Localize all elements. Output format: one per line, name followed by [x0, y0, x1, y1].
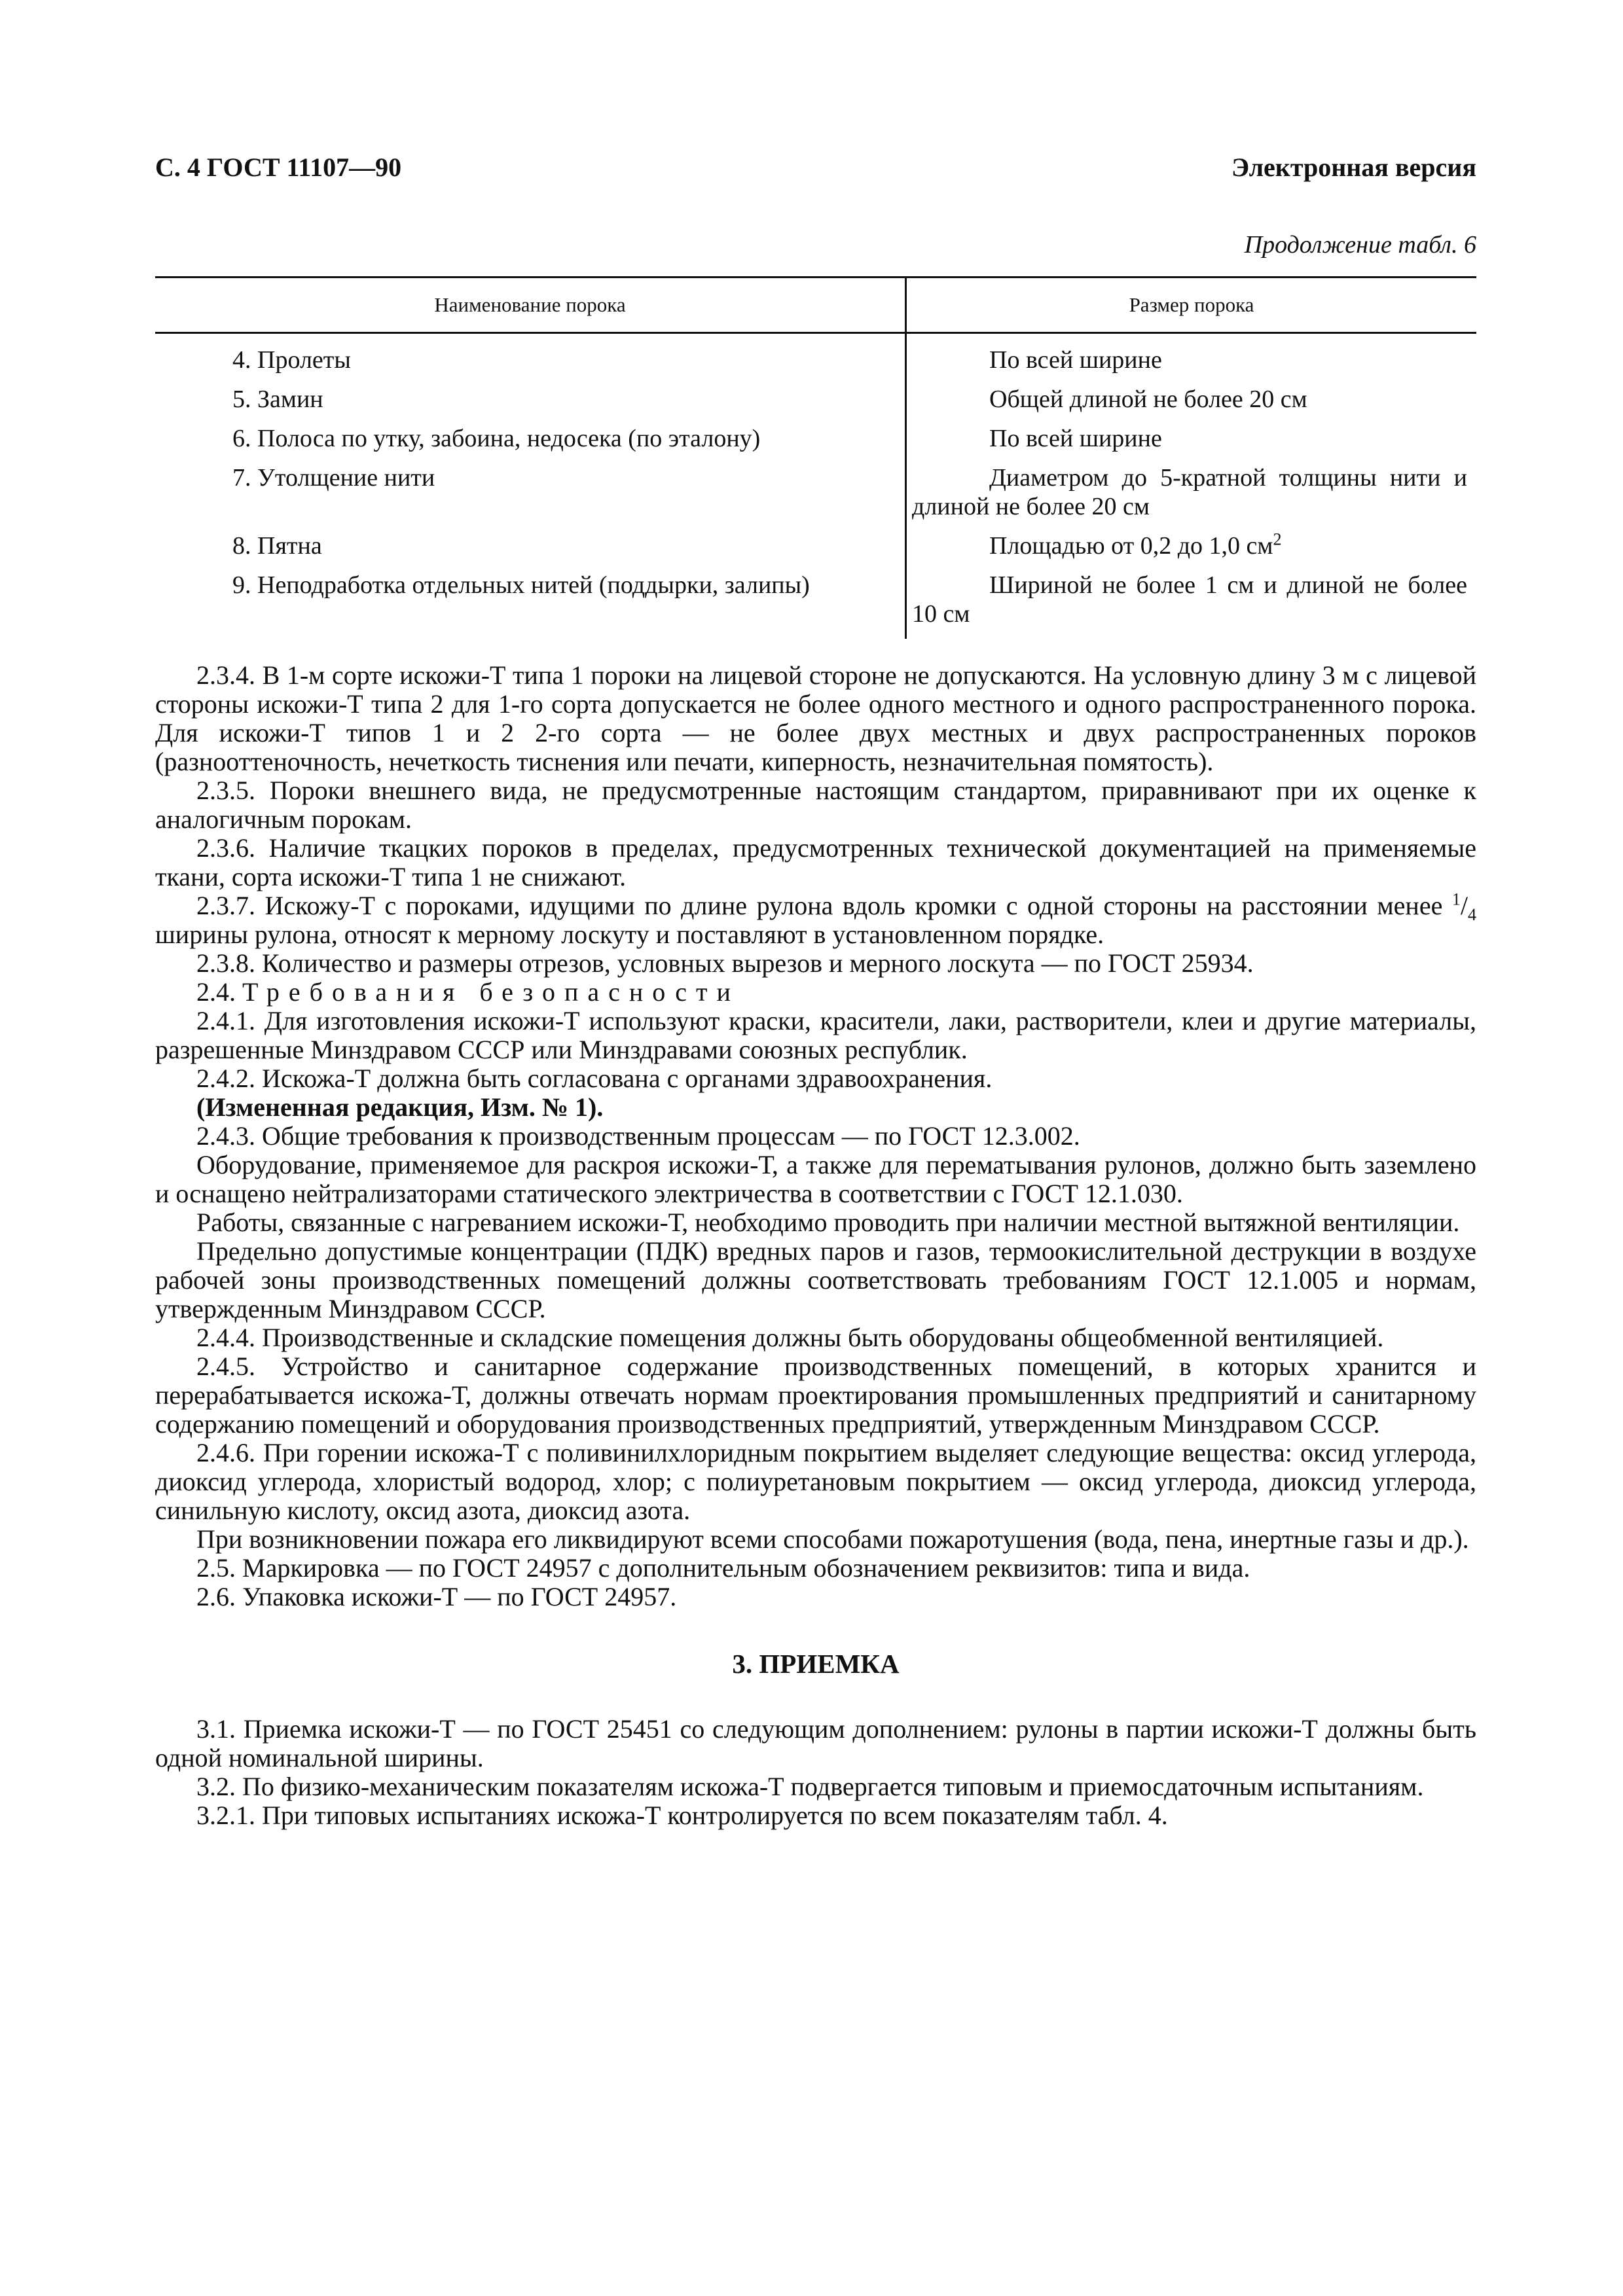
row-number: 7. [232, 464, 251, 492]
defect-size: Общей длиной не более 20 см [989, 386, 1307, 413]
row-number: 6. [232, 425, 251, 452]
defect-size: Площадью от 0,2 до 1,0 см [989, 532, 1273, 560]
document-body [155, 661, 1476, 1830]
fraction-separator: / [1460, 891, 1468, 920]
table-row [155, 531, 1476, 571]
paragraph-3-2-1: 3.2.1. При типовых испытаниях искожа-Т контролируется по всем показателям табл. 4. [196, 1801, 1168, 1830]
column-header-defect-size: Размер порока [906, 278, 1477, 333]
defect-name-cell [155, 424, 906, 463]
paragraph-2-4-2: 2.4.2. Искожа-Т должна быть согласована с органами здравоохранения. [196, 1064, 993, 1093]
table-row [155, 424, 1476, 463]
section-number: 2.4. [196, 977, 242, 1007]
paragraph-2-4-4: 2.4.4. Производственные и складские помещения должны быть оборудованы общеобменной вентиляцией. [196, 1323, 1384, 1352]
defect-name: Неподработка отдельных нитей (поддырки, залипы) [257, 571, 810, 599]
paragraph-2-4-5: 2.4.5. Устройство и санитарное содержание производственных помещений, в которых хранится и перерабатывается искожа-Т, должны отвечать нормам проектирования промышленных предприятий и санитарному содержанию помещений и оборудования производственных предприятий, утвержденным Минздравом СССР. [155, 1352, 1476, 1439]
paragraph-2-3-7: 2.3.7. Искожу-Т с пороками, идущими по длине рулона вдоль кромки с одной стороны на расстоянии менее $^1/_4$ ширины рулона, относят к мерному лоскуту и поставляют в установленном порядке. [155, 889, 1476, 949]
row-number: 4. [232, 346, 251, 374]
amendment-note: (Измененная редакция, Изм. № 1). [196, 1092, 604, 1122]
defect-size-cell [906, 463, 1477, 531]
fraction-numerator: 1 [1451, 889, 1461, 909]
table-header-row [155, 278, 1476, 333]
row-number: 5. [232, 386, 251, 413]
defect-size: Шириной не более 1 см и длиной не более 10 см [912, 571, 1467, 628]
defect-size: По всей ширине [989, 425, 1162, 452]
paragraph-2-3-6: 2.3.6. Наличие ткацких пороков в пределах, предусмотренных технической документацией на применяемые ткани, сорта искожи-Т типа 1 не снижают. [155, 833, 1476, 891]
row-number: 8. [232, 532, 251, 560]
defect-name-cell [155, 333, 906, 386]
defect-name: Пятна [257, 532, 322, 560]
section-title: Требования безопасности [242, 977, 740, 1007]
defect-size-cell [906, 333, 1477, 386]
paragraph-2-3-5: 2.3.5. Пороки внешнего вида, не предусмотренные настоящим стандартом, приравнивают при их оценке к аналогичным порокам. [155, 776, 1476, 834]
defect-size: По всей ширине [989, 346, 1162, 374]
defect-name: Полоса по утку, забоина, недосека (по эталону) [257, 425, 761, 452]
electronic-version-label: Электронная версия [1231, 152, 1476, 182]
defect-size-cell [906, 385, 1477, 424]
table-caption: Продолжение табл. 6 [1244, 231, 1476, 259]
defect-size-cell [906, 531, 1477, 571]
paragraph-2-4-3-equipment: Оборудование, применяемое для раскроя искожи-Т, а также для перематывания рулонов, должно быть заземлено и оснащено нейтрализаторами статического электричества в соответствии с ГОСТ 12.1.030. [155, 1150, 1476, 1208]
paragraph-2-6: 2.6. Упаковка искожи-Т — по ГОСТ 24957. [196, 1582, 677, 1611]
defect-name-cell [155, 531, 906, 571]
paragraph-2-3-4: 2.3.4. В 1-м сорте искожи-Т типа 1 пороки на лицевой стороне не допускаются. На условную длину 3 м с лицевой стороны искожи-Т типа 2 для 1-го сорта допускается не более одного местного и одного распространенного порока. Для искожи-Т типов 1 и 2 2-го сорта — не более двух местных и двух распространенных пороков (разнооттеночность, нечеткость тиснения или печати, киперность, незначительная помятость). [155, 660, 1476, 776]
defect-size: Диаметром до 5-кратной толщины нити и длиной не более 20 см [912, 464, 1467, 520]
defect-name: Утолщение нити [257, 464, 435, 492]
section-heading-2-4 [155, 978, 1476, 1007]
paragraph-3-1: 3.1. Приемка искожи-Т — по ГОСТ 25451 со следующим дополнением: рулоны в партии искожи-Т должны быть одной номинальной ширины. [155, 1714, 1476, 1772]
defect-name-cell [155, 463, 906, 531]
fraction-denominator: 4 [1468, 905, 1476, 924]
row-number: 9. [232, 571, 251, 599]
paragraph-2-4-3-pdk: Предельно допустимые концентрации (ПДК) вредных паров и газов, термоокислительной деструкции в воздухе рабочей зоны производственных помещений должны соответствовать требованиям ГОСТ 12.1.005 и нормам, утвержденным Минздравом СССР. [155, 1236, 1476, 1323]
superscript-exponent: 2 [1273, 529, 1282, 549]
paragraph-2-5: 2.5. Маркировка — по ГОСТ 24957 с дополнительным обозначением реквизитов: типа и вида. [196, 1553, 1250, 1583]
defect-name: Замин [257, 386, 323, 413]
defects-table [155, 276, 1476, 639]
defect-name-cell [155, 571, 906, 639]
table-row [155, 463, 1476, 531]
paragraph-2-4-6: 2.4.6. При горении искожа-Т с поливинилхлоридным покрытием выделяет следующие вещества: оксид углерода, диоксид углерода, хлористый водород, хлор; с полиуретановым покрытием — оксид углерода, диоксид углерода, синильную кислоту, оксид азота, диоксид азота. [155, 1438, 1476, 1525]
paragraph-2-4-6-fire: При возникновении пожара его ликвидируют всеми способами пожаротушения (вода, пена, инертные газы и др.). [196, 1524, 1469, 1554]
page-header [155, 152, 1476, 191]
table-row [155, 385, 1476, 424]
paragraph-3-2: 3.2. По физико-механическим показателям искожа-Т подвергается типовым и приемосдаточным испытаниям. [196, 1772, 1424, 1801]
defect-name: Пролеты [257, 346, 351, 374]
section-3-title: 3. ПРИЕМКА [732, 1649, 900, 1679]
paragraph-2-3-8: 2.3.8. Количество и размеры отрезов, условных вырезов и мерного лоскута — по ГОСТ 25934. [196, 948, 1254, 978]
paragraph-2-4-3: 2.4.3. Общие требования к производственным процессам — по ГОСТ 12.3.002. [196, 1121, 1080, 1151]
page-number-standard: С. 4 ГОСТ 11107—90 [155, 152, 402, 182]
paragraph-2-4-1: 2.4.1. Для изготовления искожи-Т используют краски, красители, лаки, растворители, клеи и другие материалы, разрешенные Минздравом СССР или Минздравами союзных республик. [155, 1006, 1476, 1064]
paragraph-2-4-3-ventilation: Работы, связанные с нагреванием искожи-Т, необходимо проводить при наличии местной вытяжной вентиляции. [196, 1208, 1460, 1237]
defect-name-cell [155, 385, 906, 424]
column-header-defect-name: Наименование порока [155, 278, 906, 333]
defect-size-cell [906, 571, 1477, 639]
table-row [155, 571, 1476, 639]
table-row [155, 333, 1476, 386]
defect-size-cell [906, 424, 1477, 463]
